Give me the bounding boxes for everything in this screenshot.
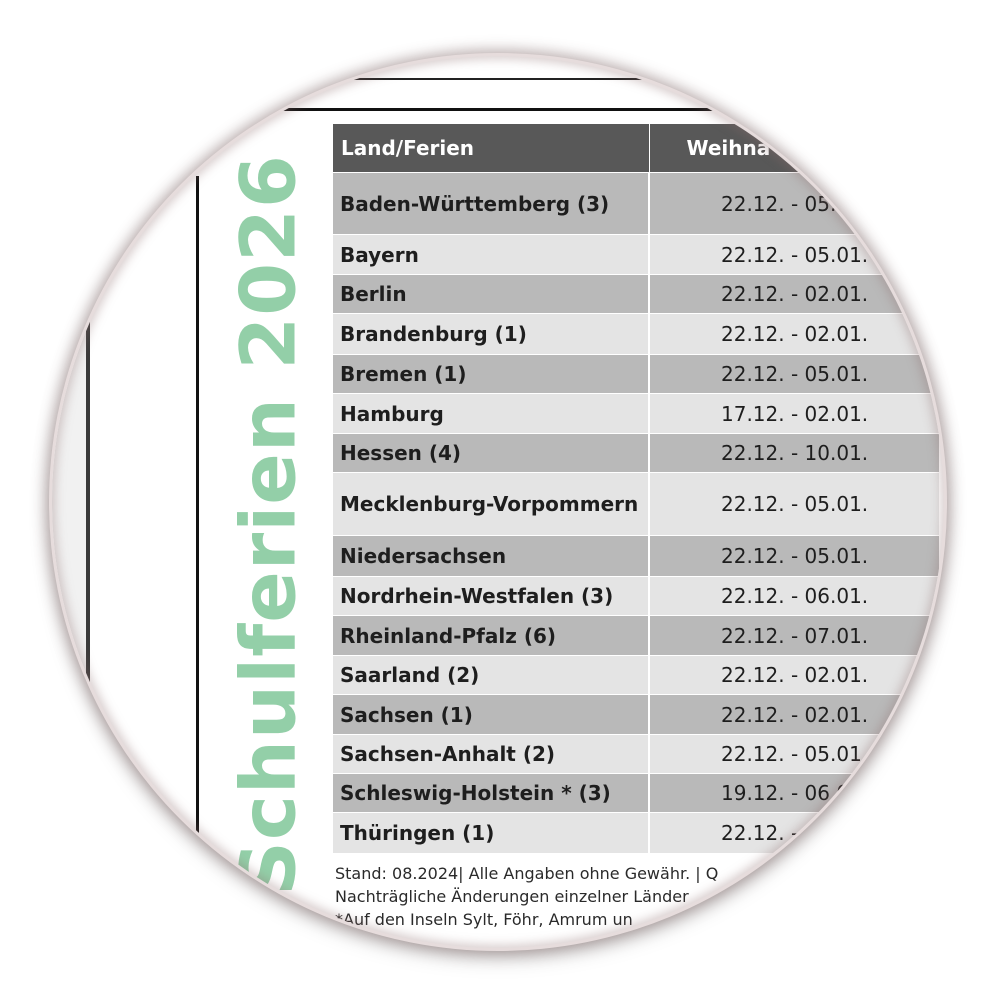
left-divider <box>86 320 90 710</box>
frame-top-border <box>196 108 944 111</box>
magnifier-lens <box>52 56 944 948</box>
table-header-row <box>333 124 939 173</box>
land-cell: Hessen (4) <box>333 434 649 473</box>
dates-cell: 22.12. - 05.01. <box>649 355 939 394</box>
table-row <box>333 473 939 536</box>
land-cell: Nordrhein-Westfalen (3) <box>333 577 649 616</box>
dates-cell: 22.12. - <box>649 813 939 853</box>
table-row <box>333 656 939 695</box>
land-cell: Sachsen-Anhalt (2) <box>333 735 649 774</box>
dates-cell: 19.12. - 06.0 <box>649 774 939 813</box>
document-page <box>52 56 944 948</box>
footnote-changes: Nachträgliche Änderungen einzelner Länder <box>335 887 689 906</box>
dates-cell: 22.12. - 05.01 <box>649 735 939 774</box>
table-row <box>333 616 939 656</box>
table-row <box>333 314 939 355</box>
header-weihnachten: Weihna <box>649 124 939 173</box>
dates-cell: 22.12. - 05.01. <box>649 473 939 536</box>
table-row <box>333 173 939 235</box>
holiday-table <box>333 124 940 853</box>
footnote-islands: *Auf den Inseln Sylt, Föhr, Amrum un <box>335 910 633 929</box>
page-title: Schulferien 2026 <box>223 154 313 896</box>
table-body <box>333 173 939 853</box>
dates-cell: 22.12. - 05. <box>649 173 939 235</box>
table-row <box>333 434 939 473</box>
footnotes <box>335 862 718 931</box>
land-cell: Baden-Württemberg (3) <box>333 173 649 235</box>
dates-cell: 22.12. - 02.01. <box>649 695 939 735</box>
land-cell: Thüringen (1) <box>333 813 649 853</box>
land-cell: Sachsen (1) <box>333 695 649 735</box>
land-cell: Mecklenburg-Vorpommern <box>333 473 649 536</box>
table-row <box>333 536 939 577</box>
dates-cell: 22.12. - 10.01. <box>649 434 939 473</box>
top-divider <box>290 78 944 80</box>
table-row <box>333 695 939 735</box>
left-page-strip <box>52 300 88 720</box>
table-row <box>333 813 939 853</box>
land-cell: Bayern <box>333 235 649 275</box>
table-row <box>333 774 939 813</box>
table-row <box>333 355 939 394</box>
land-cell: Schleswig-Holstein * (3) <box>333 774 649 813</box>
header-land: Land/Ferien <box>333 124 649 173</box>
land-cell: Hamburg <box>333 394 649 434</box>
footnote-stand: Stand: 08.2024| Alle Angaben ohne Gewähr. | Q <box>335 864 719 883</box>
dates-cell: 22.12. - 02.01. <box>649 275 939 314</box>
table-row <box>333 577 939 616</box>
land-cell: Saarland (2) <box>333 656 649 695</box>
dates-cell: 22.12. - 06.01. <box>649 577 939 616</box>
dates-cell: 22.12. - 02.01. <box>649 656 939 695</box>
dates-cell: 22.12. - 05.01. <box>649 235 939 275</box>
table-row <box>333 394 939 434</box>
dates-cell: 22.12. - 05.01. <box>649 536 939 577</box>
land-cell: Bremen (1) <box>333 355 649 394</box>
dates-cell: 22.12. - 02.01. <box>649 314 939 355</box>
frame-left-border <box>196 176 199 936</box>
land-cell: Berlin <box>333 275 649 314</box>
table-row <box>333 275 939 314</box>
dates-cell: 17.12. - 02.01. <box>649 394 939 434</box>
land-cell: Niedersachsen <box>333 536 649 577</box>
land-cell: Rheinland-Pfalz (6) <box>333 616 649 656</box>
table-row <box>333 735 939 774</box>
dates-cell: 22.12. - 07.01. <box>649 616 939 656</box>
land-cell: Brandenburg (1) <box>333 314 649 355</box>
table-row <box>333 235 939 275</box>
